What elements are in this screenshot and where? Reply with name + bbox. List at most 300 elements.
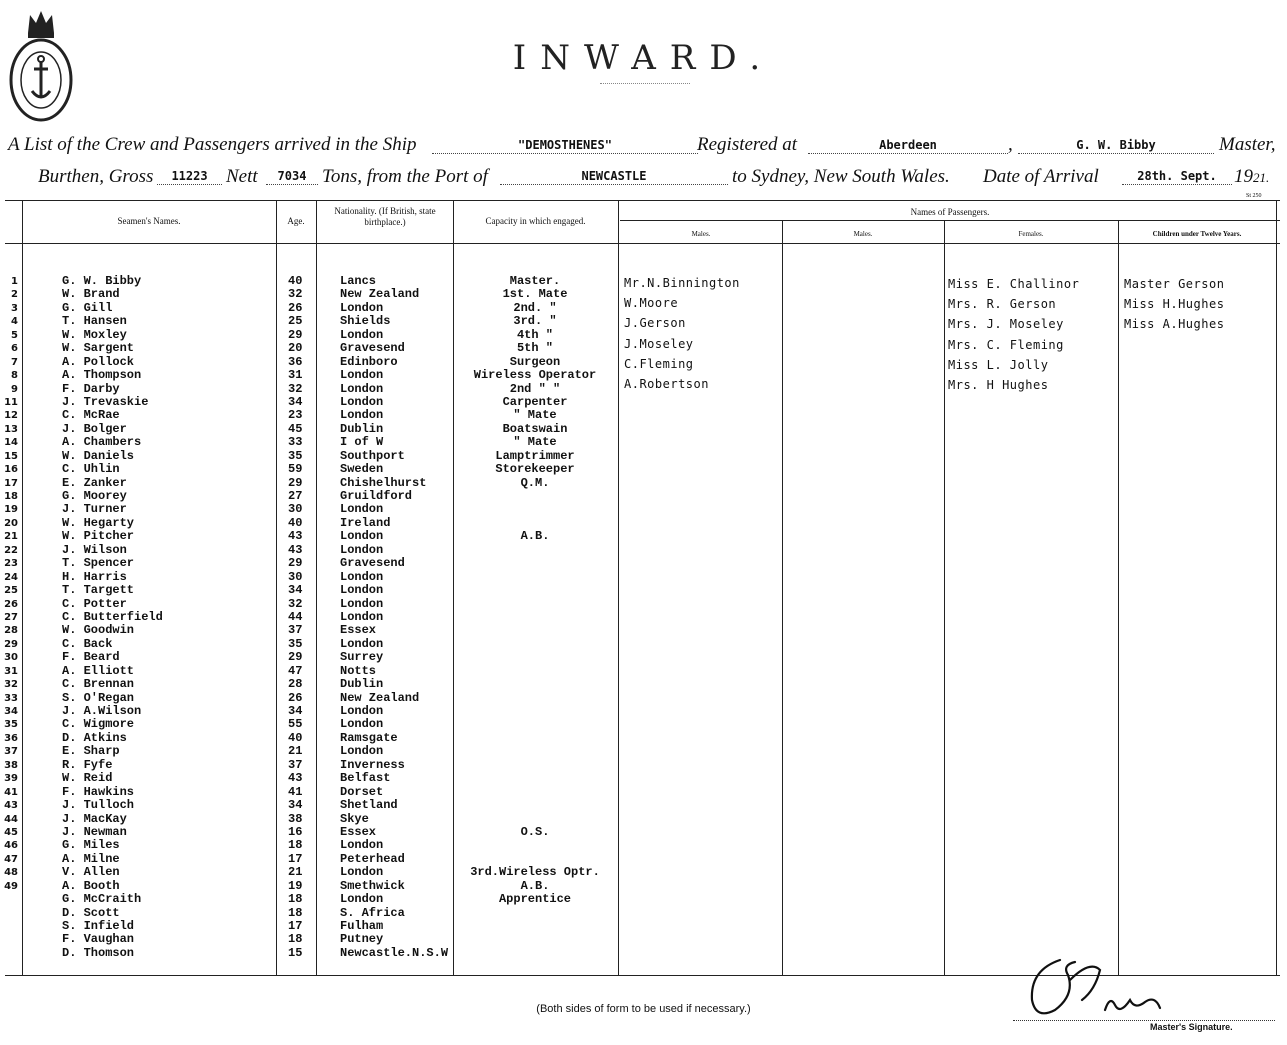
crew-row-number: 4 [11, 316, 18, 328]
crew-row-number: 7 [11, 356, 18, 368]
crew-name: C. Brennan [62, 677, 135, 692]
crew-name: G. W. Bibby [62, 274, 142, 288]
crew-capacity: 2nd " " [509, 381, 561, 396]
crew-row-number: 47 [4, 853, 18, 865]
header-from-port-label: Tons, from the Port of [322, 166, 488, 187]
crew-capacity: Q.M. [520, 475, 550, 490]
crew-capacity: " Mate [513, 435, 557, 450]
crew-age: 25 [288, 314, 303, 329]
crew-row-number: 34 [4, 706, 18, 717]
female-passenger: Mrs. R. Gerson [948, 297, 1057, 312]
crew-row-number: 16 [4, 464, 18, 476]
male-passenger: J.Gerson [624, 316, 686, 331]
crew-capacity [455, 544, 615, 557]
crew-name: A. Pollock [62, 354, 135, 369]
crew-capacity-column [455, 275, 615, 960]
crew-name: J. Trevaskie [62, 394, 149, 409]
column-divider [1276, 200, 1277, 975]
crew-row-number: 24 [4, 571, 18, 583]
crew-nationality: London [340, 542, 384, 557]
header-master-label: Master, [1219, 134, 1276, 155]
crew-name: E. Zanker [62, 475, 127, 490]
crew-nationality: New Zealand [340, 690, 420, 705]
crew-nationality: I of W [340, 435, 384, 450]
column-divider [944, 221, 945, 975]
registered-port-field: Aberdeen [808, 137, 1008, 154]
crew-capacity [455, 799, 615, 812]
crew-capacity: Wireless Operator [473, 368, 597, 383]
crew-nationality: London [340, 394, 384, 409]
crew-nationality: Putney [340, 932, 384, 947]
crew-capacity: 1st. Mate [502, 287, 568, 302]
crew-row-number: 11 [4, 396, 18, 408]
crew-capacity [455, 557, 615, 570]
crew-nationality: Notts [340, 663, 377, 678]
crew-ages-column [288, 275, 302, 960]
crew-name: D. Thomson [62, 945, 135, 960]
crew-row-number: 20 [4, 517, 18, 529]
crew-row-number: 12 [4, 410, 18, 422]
column-divider [22, 200, 23, 975]
crew-name: W. Goodwin [62, 623, 135, 638]
footer-note: (Both sides of form to be used if necessary.) [536, 1003, 751, 1015]
crew-age: 21 [288, 865, 303, 880]
ship-name-field: "DEMOSTHENES" [432, 137, 698, 154]
male-passenger: C.Fleming [624, 356, 694, 371]
female-passengers-column [948, 274, 1079, 395]
col-header-females: Females. [1018, 230, 1044, 238]
crew-age: 35 [288, 448, 303, 463]
crew-age: 43 [288, 542, 303, 557]
header-comma: , [1008, 134, 1013, 155]
crew-age: 40 [288, 730, 303, 745]
col-header-seamen: Seamen's Names. [117, 216, 181, 226]
crew-capacity [455, 692, 615, 705]
crew-row-number: 21 [4, 531, 18, 543]
crew-capacity: Master. [509, 274, 561, 288]
crew-names-column [62, 275, 163, 960]
female-passenger: Mrs. J. Moseley [948, 317, 1064, 332]
passenger-subheader-rule [620, 220, 1280, 221]
crew-nationality: Shields [340, 314, 391, 329]
crew-age: 29 [288, 327, 303, 342]
crew-age: 32 [288, 287, 303, 302]
crew-nationality: New Zealand [340, 287, 420, 302]
crew-age: 55 [288, 717, 303, 732]
crew-row-number: 43 [4, 800, 18, 812]
column-divider [453, 200, 454, 975]
crew-name: A. Booth [62, 878, 120, 893]
crew-row-number: 41 [4, 786, 18, 798]
crew-nationality: London [340, 327, 384, 342]
crew-row-number: 35 [4, 719, 18, 731]
crew-name: T. Targett [62, 583, 135, 598]
crew-name: W. Daniels [62, 448, 135, 463]
crew-row-number: 28 [4, 625, 18, 637]
crew-capacity: Lamptrimmer [495, 448, 575, 463]
crew-age: 20 [288, 341, 303, 356]
crew-capacity: Surgeon [509, 354, 561, 369]
header-line1-lead: A List of the Crew and Passengers arrived in the Ship [8, 134, 417, 155]
crew-age: 16 [288, 824, 303, 839]
crew-name: J. Tulloch [62, 798, 135, 813]
crew-age: 18 [288, 932, 303, 947]
crew-name: F. Beard [62, 650, 120, 665]
crew-nationality: Skye [340, 811, 369, 826]
crew-number-column [2, 275, 18, 893]
crew-age: 47 [288, 663, 303, 678]
female-passenger: Miss L. Jolly [948, 357, 1049, 372]
crew-nationality: London [340, 583, 384, 598]
crew-capacity [455, 571, 615, 584]
crew-capacity [455, 490, 615, 503]
crew-capacity: 5th " [516, 341, 553, 356]
crew-nationality: Dorset [340, 784, 384, 799]
crew-row-number: 49 [4, 880, 18, 892]
crew-age: 38 [288, 811, 303, 826]
crew-capacity [455, 907, 615, 920]
crew-row-number: 9 [11, 383, 18, 395]
header-registered-label: Registered at [697, 134, 798, 155]
col-header-nationality: Nationality. (If British, state birthplace.) [334, 206, 436, 227]
from-port-field: NEWCASTLE [500, 168, 728, 185]
crew-nationality: Peterhead [340, 851, 405, 866]
crew-nationality: London [340, 381, 384, 396]
crew-row-number: 3 [11, 302, 18, 314]
crew-nationality: Edinboro [340, 354, 398, 369]
crew-name: T. Spencer [62, 556, 135, 571]
crew-nationality: Essex [340, 623, 377, 638]
female-passenger: Mrs. C. Fleming [948, 337, 1064, 352]
crew-name: R. Fyfe [62, 757, 113, 772]
crew-nationality: London [340, 636, 384, 651]
crew-nationality: Essex [340, 824, 377, 839]
crew-capacity [455, 920, 615, 933]
crew-age: 23 [288, 408, 303, 423]
crew-name: W. Reid [62, 771, 113, 786]
crew-age: 34 [288, 583, 303, 598]
crew-name: J. Bolger [62, 421, 127, 436]
crew-age: 31 [288, 368, 303, 383]
master-name-field: G. W. Bibby [1018, 137, 1214, 154]
crew-capacity [455, 839, 615, 852]
crew-row-number: 46 [4, 840, 18, 852]
female-passenger: Mrs. H Hughes [948, 377, 1049, 392]
crew-capacity: A.B. [520, 529, 550, 544]
crew-nationality: London [340, 892, 384, 907]
signature-line [1013, 1020, 1275, 1021]
col-header-age: Age. [287, 216, 305, 226]
crew-nationality: Fulham [340, 919, 384, 933]
crew-age: 32 [288, 381, 303, 396]
crew-nationality-column [340, 275, 448, 960]
crew-nationality: London [340, 609, 384, 624]
crew-nationality: Gravesend [340, 556, 405, 571]
crew-age: 36 [288, 354, 303, 369]
crew-capacity: 4th " [516, 327, 553, 342]
crew-nationality: Inverness [340, 757, 405, 772]
crew-age: 26 [288, 300, 303, 315]
crew-row-number: 19 [4, 504, 18, 516]
crew-capacity [455, 853, 615, 866]
crew-name: C. Butterfield [62, 609, 163, 624]
crew-nationality: London [340, 408, 384, 423]
crew-age: 35 [288, 636, 303, 651]
crew-name: C. Back [62, 636, 113, 651]
crew-capacity [455, 624, 615, 637]
crew-name: C. McRae [62, 408, 120, 423]
crew-capacity [455, 584, 615, 597]
crew-name: J. Wilson [62, 542, 127, 557]
crew-age: 59 [288, 462, 303, 477]
crew-name: W. Brand [62, 287, 120, 302]
crew-row-number: 38 [4, 759, 18, 771]
column-divider [276, 200, 277, 975]
crew-capacity [455, 651, 615, 664]
crew-capacity [455, 517, 615, 530]
crew-name: J. MacKay [62, 811, 127, 826]
crew-name: W. Pitcher [62, 529, 135, 544]
crew-capacity [455, 611, 615, 624]
crew-row-number: 23 [4, 558, 18, 570]
crew-name: T. Hansen [62, 314, 127, 329]
crew-nationality: London [340, 704, 384, 718]
crew-row-number: 6 [11, 343, 18, 355]
crew-nationality: London [340, 717, 384, 732]
crew-capacity [455, 947, 615, 960]
crew-nationality: Ireland [340, 515, 391, 530]
crew-capacity: A.B. [520, 878, 550, 893]
crew-age: 26 [288, 690, 303, 705]
crew-name: A. Chambers [62, 435, 142, 450]
crew-name: J. Newman [62, 824, 127, 839]
crew-age: 37 [288, 623, 303, 638]
crew-capacity [455, 678, 615, 691]
crew-row-number: 5 [11, 329, 18, 341]
crew-nationality: London [340, 529, 384, 544]
column-divider [1118, 221, 1119, 975]
male-passenger: J.Moseley [624, 336, 694, 351]
form-code: St 250 [1246, 193, 1262, 199]
crew-row-number: 15 [4, 450, 18, 462]
crew-name: G. Miles [62, 838, 120, 853]
crew-name: C. Potter [62, 596, 127, 611]
crew-age: 27 [288, 489, 303, 503]
crew-header-rule [5, 243, 620, 244]
crew-row-number: 29 [4, 638, 18, 650]
crew-nationality: Newcastle.N.S.W [340, 945, 449, 960]
male-passenger: W.Moore [624, 296, 679, 311]
crew-age: 43 [288, 771, 303, 786]
crew-row-number: 8 [11, 370, 18, 382]
crew-row-number: 45 [4, 826, 18, 838]
nett-tons-field: 7034 [266, 168, 318, 185]
crew-age: 41 [288, 784, 303, 799]
crew-nationality: London [340, 838, 384, 853]
crew-age: 28 [288, 677, 303, 692]
crew-nationality: Gruildford [340, 489, 413, 503]
crew-name: C. Uhlin [62, 462, 120, 477]
crew-age: 19 [288, 878, 303, 893]
crew-nationality: Ramsgate [340, 730, 398, 745]
male-passenger: A.Robertson [624, 376, 709, 391]
crew-row-number: 22 [4, 544, 18, 556]
crew-nationality: Surrey [340, 650, 384, 665]
crew-age: 18 [288, 838, 303, 853]
crew-name: S. O'Regan [62, 690, 135, 705]
col-header-children: Children under Twelve Years. [1152, 230, 1242, 238]
crew-age: 30 [288, 569, 303, 584]
crew-age: 34 [288, 704, 303, 718]
form-title: INWARD. [512, 38, 775, 78]
child-passenger: Master Gerson [1124, 277, 1225, 291]
passenger-header-rule [620, 243, 1280, 244]
crew-row-number: 27 [4, 611, 18, 623]
crew-age: 29 [288, 556, 303, 571]
crew-nationality: Belfast [340, 771, 391, 786]
crew-row-number: 26 [4, 598, 18, 610]
crew-name: G. McCraith [62, 892, 142, 907]
crew-nationality: London [340, 596, 384, 611]
crew-row-number: 2 [11, 289, 18, 301]
crew-capacity: 3rd. " [513, 314, 557, 329]
crew-age: 34 [288, 798, 303, 813]
crew-nationality: Lancs [340, 274, 377, 288]
crew-row-number: 32 [4, 679, 18, 691]
crew-capacity [455, 503, 615, 516]
child-passenger: Miss A.Hughes [1124, 317, 1225, 332]
crew-age: 29 [288, 650, 303, 665]
crew-row-number: 30 [4, 652, 18, 664]
crew-name: W. Sargent [62, 341, 135, 356]
crew-nationality: Southport [340, 448, 405, 463]
crew-name: D. Scott [62, 905, 120, 920]
child-passenger: Miss H.Hughes [1124, 297, 1225, 312]
crew-row-number: 31 [4, 665, 18, 677]
crew-age: 37 [288, 757, 303, 772]
crew-nationality: London [340, 502, 384, 517]
crew-row-number: 37 [4, 746, 18, 758]
crew-nationality: London [340, 865, 384, 880]
crew-capacity: O.S. [520, 824, 550, 839]
crew-nationality: London [340, 368, 384, 383]
year-prefix: 1921. [1234, 166, 1270, 187]
crew-name: A. Thompson [62, 368, 142, 383]
signature-label: Master's Signature. [1150, 1022, 1233, 1032]
column-divider [618, 200, 619, 975]
crew-name: A. Elliott [62, 663, 135, 678]
crew-age: 43 [288, 529, 303, 544]
crew-name: V. Allen [62, 865, 120, 880]
crew-age: 30 [288, 502, 303, 517]
crew-name: H. Harris [62, 569, 127, 584]
header-burthen-label: Burthen, Gross [38, 166, 154, 187]
crew-capacity [455, 705, 615, 718]
crew-nationality: London [340, 569, 384, 584]
crew-name: A. Milne [62, 851, 120, 866]
crew-age: 17 [288, 919, 303, 933]
crew-name: E. Sharp [62, 744, 120, 759]
crew-nationality: London [340, 744, 384, 759]
crew-capacity: Carpenter [502, 394, 568, 409]
female-passenger: Miss E. Challinor [948, 277, 1080, 291]
crew-age: 17 [288, 851, 303, 866]
child-passengers-column [1124, 274, 1224, 335]
column-divider [782, 221, 783, 975]
crew-row-number: 44 [4, 813, 18, 825]
header-destination-label: to Sydney, New South Wales. [732, 166, 950, 187]
crew-age: 15 [288, 945, 303, 960]
crew-row-number: 36 [4, 732, 18, 744]
crew-row-number: 18 [4, 491, 18, 502]
crew-name: J. Turner [62, 502, 127, 517]
crew-nationality: Sweden [340, 462, 384, 477]
crew-capacity [455, 665, 615, 678]
crew-age: 40 [288, 274, 303, 288]
crew-capacity [455, 772, 615, 785]
male-passenger: Mr.N.Binnington [624, 276, 740, 290]
crew-age: 34 [288, 394, 303, 409]
header-arrival-label: Date of Arrival [983, 166, 1099, 187]
crew-name: D. Atkins [62, 730, 127, 745]
crew-capacity [455, 813, 615, 826]
crew-name: G. Gill [62, 300, 113, 315]
crew-row-number: 25 [4, 585, 18, 597]
title-underline [600, 83, 690, 84]
col-header-males-2: Males. [853, 230, 873, 238]
crew-name: C. Wigmore [62, 717, 135, 732]
crew-nationality: Smethwick [340, 878, 405, 893]
crew-nationality: Dublin [340, 421, 384, 436]
crew-row-number: 14 [4, 437, 18, 449]
arrival-date-field: 28th. Sept. [1122, 168, 1232, 185]
crew-name: W. Moxley [62, 327, 127, 342]
crew-name: J. A.Wilson [62, 704, 142, 718]
crew-age: 18 [288, 892, 303, 907]
crew-row-number: 13 [4, 423, 18, 435]
crew-age: 40 [288, 515, 303, 530]
crew-capacity: Boatswain [502, 421, 568, 436]
crew-name: W. Hegarty [62, 515, 135, 530]
crew-capacity [455, 759, 615, 772]
col-header-passengers: Names of Passengers. [910, 207, 990, 217]
crew-nationality: Dublin [340, 677, 384, 692]
crew-capacity [455, 745, 615, 758]
crew-age: 29 [288, 475, 303, 490]
crew-capacity [455, 598, 615, 611]
crew-nationality: Chishelhurst [340, 475, 427, 490]
crew-nationality: London [340, 300, 384, 315]
crew-age: 18 [288, 905, 303, 920]
crew-name: F. Darby [62, 381, 120, 396]
crew-capacity: Storekeeper [495, 462, 575, 477]
crew-capacity [455, 933, 615, 946]
male-passengers-column [624, 273, 782, 394]
column-divider [316, 200, 317, 975]
crew-nationality: S. Africa [340, 905, 405, 920]
crew-age: 45 [288, 421, 303, 436]
crew-capacity: 3rd.Wireless Optr. [470, 865, 600, 880]
master-signature [1020, 940, 1170, 1025]
crew-capacity [455, 786, 615, 799]
crew-capacity: 2nd. " [513, 300, 557, 315]
header-nett-label: Nett [226, 166, 258, 187]
col-header-males-1: Males. [691, 230, 711, 238]
crew-age: 32 [288, 596, 303, 611]
crew-capacity: Apprentice [498, 892, 571, 907]
crew-capacity [455, 718, 615, 731]
crew-name: F. Vaughan [62, 932, 135, 947]
